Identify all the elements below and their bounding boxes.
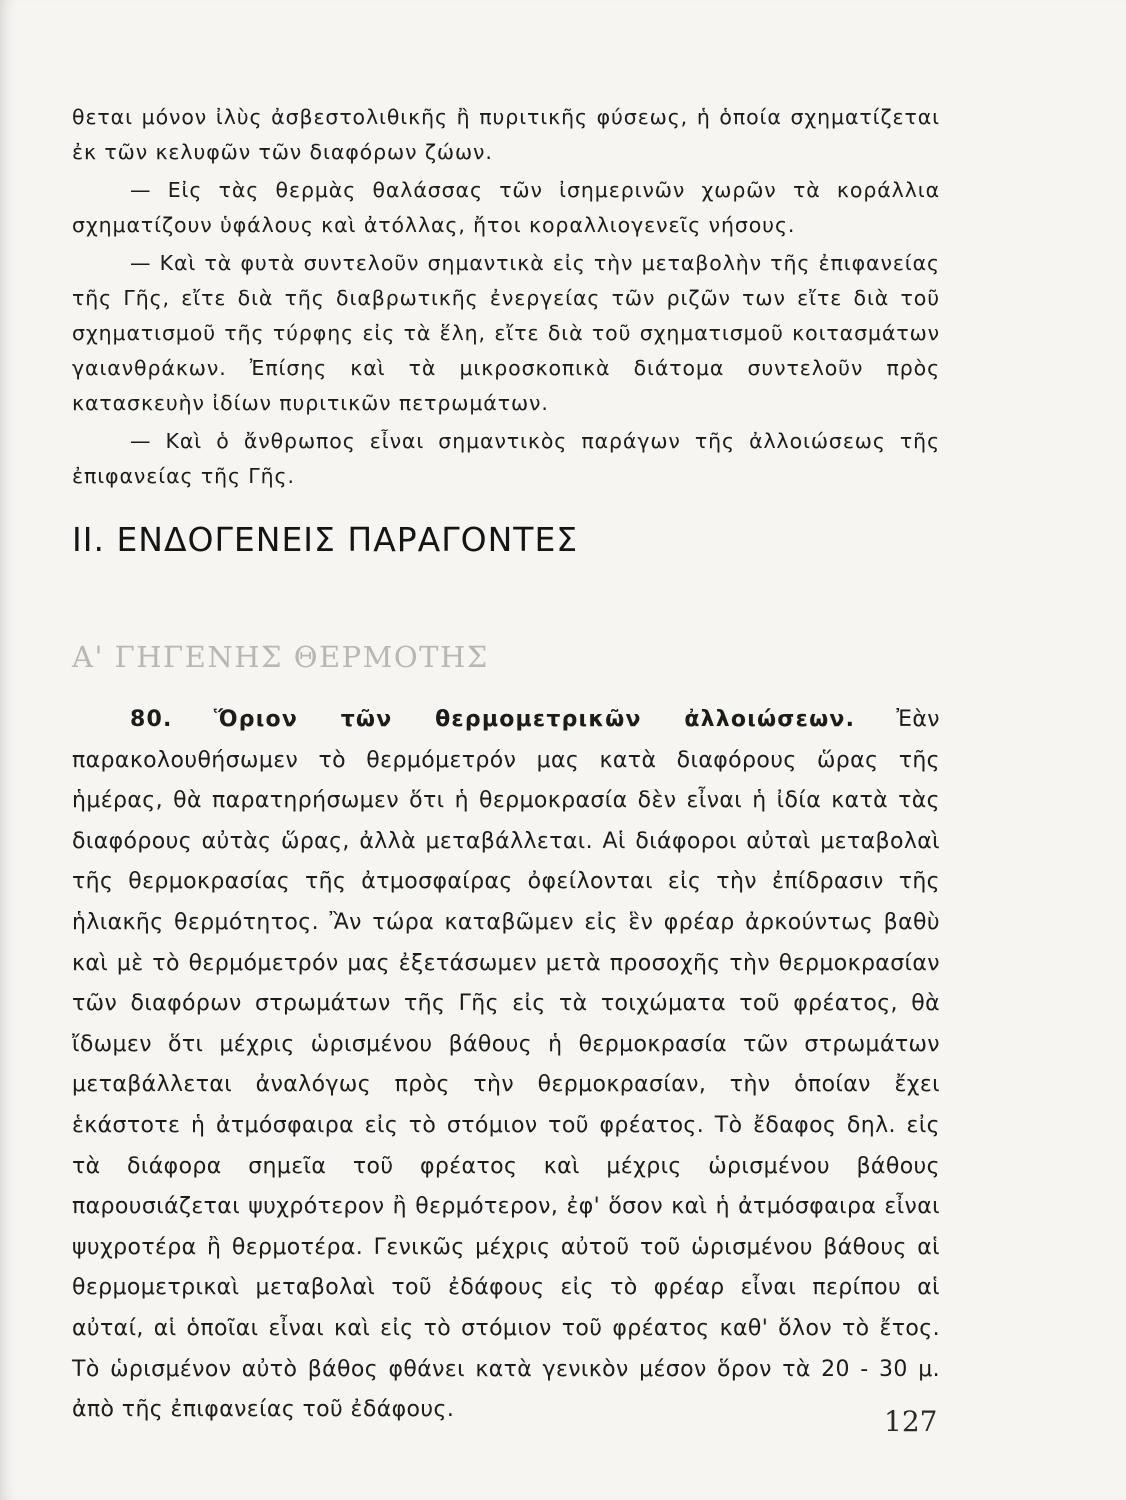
paragraph-body: Ἐὰν παρακολουθήσωμεν τὸ θερμόμετρόν μας κατὰ διαφόρους ὥρας τῆς ἡμέρας, θὰ παρατηρήσωμεν ὅτι ἡ θερμοκρασία δὲν εἶναι ἡ ἰδία κατὰ τὰς διαφόρους αὐτὰς ὥρας, ἀλλὰ μεταβάλλεται. Αἱ διάφοροι αὐταὶ μεταβολαὶ τῆς θερμοκρασίας τῆς ἀτμοσφαίρας ὀφείλονται εἰς τὴν ἐπίδρασιν τῆς ἡλιακῆς θερμότητος. Ἂν τώρα καταβῶμεν εἰς ἓν φρέαρ ἀρκούντως βαθὺ καὶ μὲ τὸ θερμόμετρόν μας ἐξετάσωμεν μετὰ προσοχῆς τὴν θερμοκρασίαν τῶν διαφόρων στρωμάτων τῆς Γῆς εἰς τὰ τοιχώματα τοῦ φρέατος, θὰ ἴδωμεν ὅτι μέχρις ὡρισμένου βάθους ἡ θερμοκρασία τῶν στρωμάτων μεταβάλλεται ἀναλόγως πρὸς τὴν θερμοκρασίαν, τὴν ὁποίαν ἔχει ἑκάστοτε ἡ ἀτμόσφαιρα εἰς τὸ στόμιον τοῦ φρέατος. Τὸ ἔδαφος δηλ. εἰς τὰ διάφορα σημεῖα τοῦ φρέατος καὶ μέχρις ὡρισμένου βάθους παρουσιάζεται ψυχρότερον ἢ θερμότερον, ἐφ' ὅσον καὶ ἡ ἀτμόσφαιρα εἶναι ψυχροτέρα ἢ θερμοτέρα. Γενικῶς μέχρις αὐτοῦ τοῦ ὡρισμένου βάθους αἱ θερμομετρικαὶ μεταβολαὶ τοῦ ἐδάφους εἰς τὸ φρέαρ εἶναι περίπου αἱ αὐταί, αἱ ὁποῖαι εἶναι καὶ εἰς τὸ στόμιον τοῦ φρέατος καθ' ὅλον τὸ ἔτος. Τὸ ὡρισμένον αὐτὸ βάθος φθάνει κατὰ γενικὸν μέσον ὅρον τὰ 20 - 30 μ. ἀπὸ τῆς ἐπιφανείας τοῦ ἐδάφους. [72, 707, 940, 1423]
paragraph-heading: Ὅριον τῶν θερμομετρικῶν ἀλλοιώσεων. [213, 707, 856, 732]
paragraph-plants: — Καὶ τὰ φυτὰ συντελοῦν σημαντικὰ εἰς τὴν μεταβολὴν τῆς ἐπιφανείας τῆς Γῆς, εἴτε διὰ τῆς διαβρωτικῆς ἐνεργείας τῶν ριζῶν των εἴτε διὰ τοῦ σχηματισμοῦ τῆς τύρφης εἰς τὰ ἕλη, εἴτε διὰ τοῦ σχηματισμοῦ κοιτασμάτων γαιανθράκων. Ἐπίσης καὶ τὰ μικροσκοπικὰ διάτομα συντελοῦν πρὸς κατασκευὴν ἰδίων πυριτικῶν πετρωμάτων. [72, 251, 940, 415]
page-number: 127 [884, 1405, 938, 1438]
subsection-title: Α' ΓΗΓΕΝΗΣ ΘΕΡΜΟΤΗΣ [72, 640, 489, 674]
continuation-text-block [72, 100, 940, 494]
paragraph-continuation: θεται μόνον ἰλὺς ἀσβεστολιθικῆς ἢ πυριτικῆς φύσεως, ἡ ὁποία σχηματίζεται ἐκ τῶν κελυφῶν τῶν διαφόρων ζώων. [72, 105, 940, 164]
paragraph-80 [72, 700, 940, 1431]
paragraph-number: 80. [130, 707, 173, 732]
section-title: ΙΙ. ΕΝΔΟΓΕΝΕΙΣ ΠΑΡΑΓΟΝΤΕΣ [72, 520, 579, 559]
paragraph-humans: — Καὶ ὁ ἄνθρωπος εἶναι σημαντικὸς παράγων τῆς ἀλλοιώσεως τῆς ἐπιφανείας τῆς Γῆς. [72, 429, 940, 488]
paragraph-corals: — Εἰς τὰς θερμὰς θαλάσσας τῶν ἰσημερινῶν χωρῶν τὰ κοράλλια σχηματίζουν ὑφάλους καὶ ἀτόλλας, ἤτοι κοραλλιογενεῖς νήσους. [72, 178, 940, 237]
